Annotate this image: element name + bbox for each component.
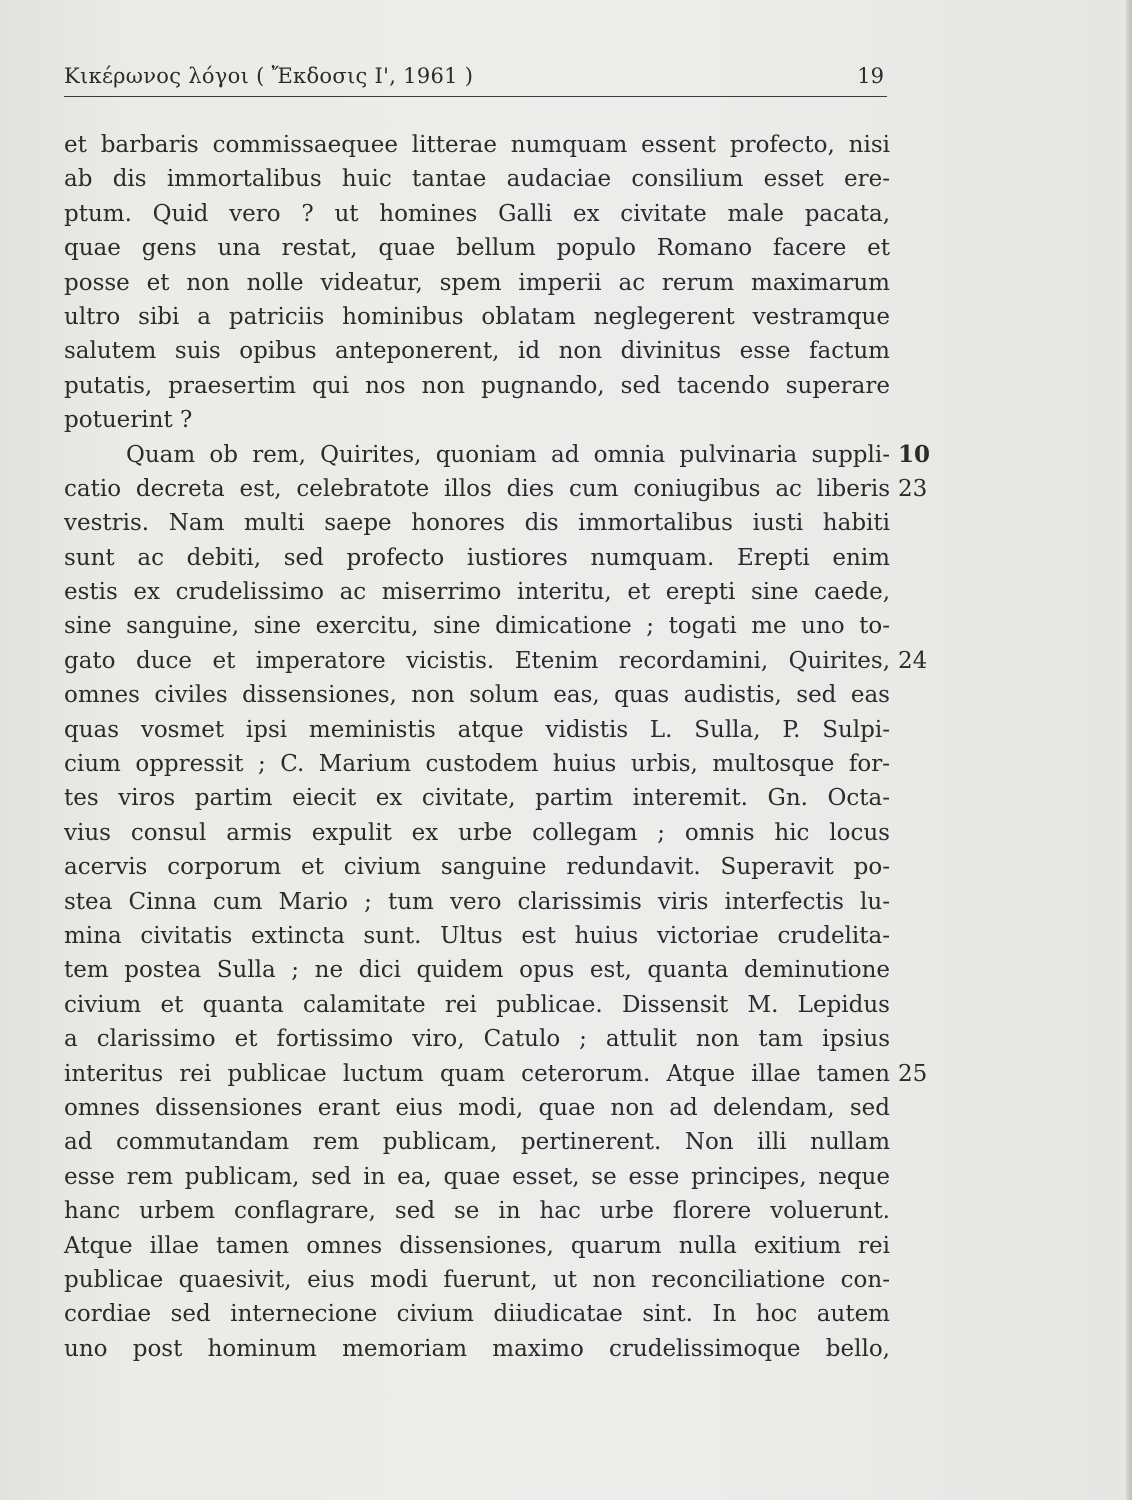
text-line: salutem suis opibus anteponerent, id non divinitus esse factum [64, 338, 890, 365]
section-number: 25 [898, 1060, 928, 1087]
text-line: publicae quaesivit, eius modi fuerunt, ut non reconciliatione con- [64, 1266, 890, 1293]
text-line: estis ex crudelissimo ac miserrimo interitu, et erepti sine caede, [64, 579, 890, 606]
text-line: esse rem publicam, sed in ea, quae esset, se esse principes, neque [64, 1163, 890, 1190]
text-line: sunt ac debiti, sed profecto iustiores numquam. Erepti enim [64, 544, 890, 571]
text-line: vestris. Nam multi saepe honores dis immortalibus iusti habiti [64, 510, 890, 537]
text-line: putatis, praesertim qui nos non pugnando, sed tacendo superare [64, 372, 890, 399]
text-line: et barbaris commissaequee litterae numquam essent profecto, nisi [64, 132, 890, 158]
text-line: ad commutandam rem publicam, pertinerent. Non illi nullam [64, 1129, 890, 1156]
text-line: tem postea Sulla ; ne dici quidem opus est, quanta deminutione [64, 957, 890, 984]
text-line: cordiae sed internecione civium diiudicatae sint. In hoc autem [64, 1301, 890, 1328]
text-line: acervis corporum et civium sanguine redundavit. Superavit po- [64, 854, 890, 881]
text-line: sine sanguine, sine exercitu, sine dimicatione ; togati me uno to- [64, 613, 890, 640]
header-rule [64, 96, 887, 97]
text-line: a clarissimo et fortissimo viro, Catulo ; attulit non tam ipsius [64, 1026, 890, 1053]
running-header [64, 64, 884, 94]
section-number: 23 [898, 476, 928, 502]
text-line: stea Cinna cum Mario ; tum vero clarissimis viris interfectis lu- [64, 888, 890, 915]
text-line: ab dis immortalibus huic tantae audaciae consilium esset ere- [64, 166, 890, 193]
body-text [64, 128, 890, 1366]
header-title: Κικέρωνος λόγοι ( Ἔκδοσις Ι', 1961 ) [64, 64, 474, 88]
text-line: mina civitatis extincta sunt. Ultus est huius victoriae crudelita- [64, 922, 890, 949]
text-line: ultro sibi a patriciis hominibus oblatam neglegerent vestramque [64, 303, 890, 330]
section-number: 24 [898, 648, 928, 674]
text-line: posse et non nolle videatur, spem imperii ac rerum maximarum [64, 269, 890, 296]
text-line: interitus rei publicae luctum quam ceterorum. Atque illae tamen [64, 1060, 890, 1087]
page-number: 19 [857, 64, 884, 88]
text-line: Quam ob rem, Quirites, quoniam ad omnia pulvinaria suppli- [126, 441, 890, 468]
text-line: quas vosmet ipsi meministis atque vidistis L. Sulla, P. Sulpi- [64, 716, 890, 743]
text-line: civium et quanta calamitate rei publicae. Dissensit M. Lepidus [64, 991, 890, 1018]
text-line: ptum. Quid vero ? ut homines Galli ex civitate male pacata, [64, 200, 890, 227]
text-line: omnes dissensiones erant eius modi, quae non ad delendam, sed [64, 1094, 890, 1121]
text-line: omnes civiles dissensiones, non solum eas, quas audistis, sed eas [64, 682, 890, 709]
text-line: uno post hominum memoriam maximo crudelissimoque bello, [64, 1335, 890, 1362]
text-line: tes viros partim eiecit ex civitate, partim interemit. Gn. Octa- [64, 785, 890, 812]
text-line: quae gens una restat, quae bellum populo Romano facere et [64, 235, 890, 262]
text-line: hanc urbem conflagrare, sed se in hac urbe florere voluerunt. [64, 1198, 890, 1225]
text-line: vius consul armis expulit ex urbe collegam ; omnis hic locus [64, 819, 890, 846]
chapter-number: 10 [898, 440, 931, 468]
text-line: potuerint ? [64, 407, 193, 434]
text-line: Atque illae tamen omnes dissensiones, quarum nulla exitium rei [64, 1232, 890, 1259]
text-line: gato duce et imperatore vicistis. Etenim recordamini, Quirites, [64, 647, 890, 674]
text-line: catio decreta est, celebratote illos dies cum coniugibus ac liberis [64, 475, 890, 502]
text-line: cium oppressit ; C. Marium custodem huius urbis, multosque for- [64, 751, 890, 778]
page-edge-shadow [1126, 0, 1132, 1500]
